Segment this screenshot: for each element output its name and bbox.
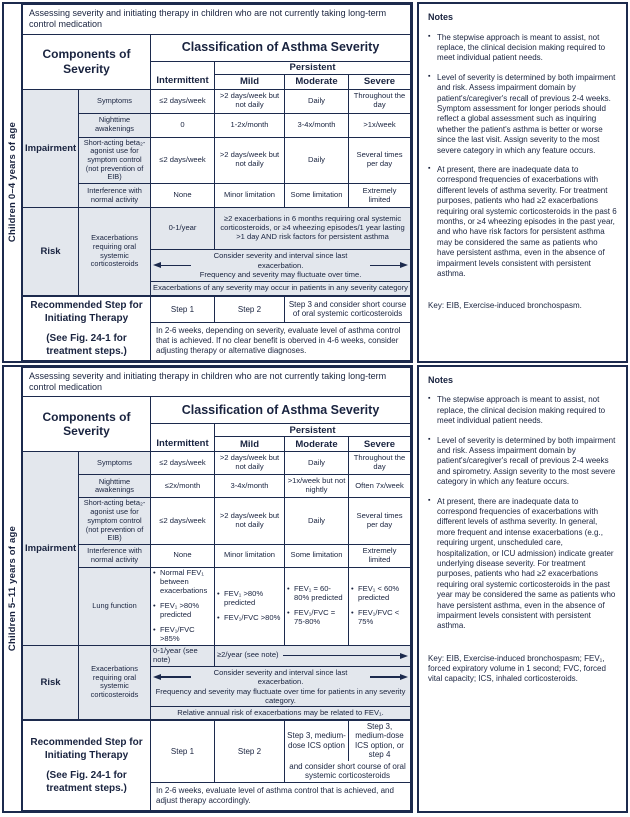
row-label-interference: Interference with normal activity: [79, 184, 151, 208]
abbreviation-key: Key: EIB, Exercise-induced bronchospasm.: [428, 301, 582, 311]
notes-title: Notes: [428, 374, 454, 385]
step-cell-consider-note: and consider short course of oral systemic corticosteroids: [285, 761, 411, 782]
row-label-symptoms: Symptoms: [79, 89, 151, 113]
severity-cell: Minor limitation: [215, 544, 285, 567]
severity-cell: Extremely limited: [349, 544, 411, 567]
row-label-nighttime-awakenings: Nighttime awakenings: [79, 475, 151, 498]
persistent-header: Persistent: [215, 424, 411, 437]
risk-arrow-subtext: Frequency and severity may fluctuate over time for patients in any severity category.: [155, 686, 406, 705]
row-label-saba-use: Short-acting beta₂-agonist use for symptom control (not prevention of EIB): [79, 137, 151, 184]
col-head-intermittent: Intermittent: [151, 61, 215, 89]
severity-cell: Several times per day: [349, 137, 411, 184]
step-cell-moderate-severe: Step 3 and consider short course of oral systemic corticosteroids: [285, 296, 411, 322]
row-label-exacerbations: Exacerbations requiring oral systemic corticosteroids: [79, 645, 151, 720]
lung-function-cell: • FEV₁ = 60-80% predicted • FEV₁/FVC = 75-80%: [285, 567, 349, 645]
severity-cell: Daily: [285, 137, 349, 184]
row-label-saba-use: Short-acting beta₂-agonist use for symptom control (not prevention of EIB): [79, 498, 151, 545]
recommended-step-label: Recommended Step for Initiating Therapy (See Fig. 24-1 for treatment steps.): [23, 720, 151, 810]
row-label-exacerbations: Exacerbations requiring oral systemic corticosteroids: [79, 208, 151, 296]
table-box-5-11: [2, 365, 413, 813]
severity-cell: 3-4x/month: [285, 113, 349, 137]
section-children-5-11: [2, 365, 628, 813]
right-arrow-icon: [283, 653, 408, 659]
severity-cell: >1x/week: [349, 113, 411, 137]
severity-cell: 0: [151, 113, 215, 137]
table-row: [23, 720, 411, 761]
therapy-followup-note: In 2-6 weeks, evaluate level of asthma control that is achieved, and adjust therapy accordingly.: [151, 782, 411, 810]
note-item: ▪ At present, there are inadequate data to correspond frequencies of exacerbations with different levels of asthma severity. In general, more frequent and intense exacerbations (e.g., requiring urgent, unscheduled care, hospitalization, or ICU admission) indicate greater underlying disease severity. For treatment purposes, patients who had ≥2 exacerbations requiring oral systemic corticosteroids in the past year may be considered the same as patients who have persistent asthma, even in the absence of impairment levels consistent with persistent asthma.: [428, 497, 617, 632]
row-label-lung-function: Lung function: [79, 567, 151, 645]
table-row: [23, 184, 411, 208]
risk-label: Risk: [23, 208, 79, 296]
risk-intermittent-cell: 0-1/year: [151, 208, 215, 250]
right-arrow-icon: [370, 674, 408, 680]
col-head-mild: Mild: [215, 74, 285, 89]
severity-cell: Throughout the day: [349, 89, 411, 113]
step-cell-severe: Step 3, medium-dose ICS option, or step 4: [349, 720, 411, 761]
row-label-nighttime-awakenings: Nighttime awakenings: [79, 113, 151, 137]
severity-cell: Several times per day: [349, 498, 411, 545]
severity-cell: >2 days/week but not daily: [215, 452, 285, 475]
risk-arrow-text: Consider severity and interval since last exacerbation. Frequency and severity may fluctuate over time.: [199, 251, 362, 280]
severity-cell: >2 days/week but not daily: [215, 498, 285, 545]
col-head-moderate: Moderate: [285, 437, 349, 452]
col-head-intermittent: Intermittent: [151, 424, 215, 452]
severity-cell: ≤2 days/week: [151, 89, 215, 113]
abbreviation-key: Key: EIB, Exercise-induced bronchospasm; FEV₁, forced expiratory volume in 1 second; FVC, forced vital capacity; ICS, inhaled corticosteroids.: [428, 653, 606, 684]
right-arrow-icon: [370, 262, 408, 268]
severity-cell: >2 days/week but not daily: [215, 89, 285, 113]
severity-cell: None: [151, 544, 215, 567]
notes-panel-0-4: [417, 2, 628, 363]
step-cell-intermittent: Step 1: [151, 296, 215, 322]
severity-cell: Extremely limited: [349, 184, 411, 208]
row-label-interference: Interference with normal activity: [79, 544, 151, 567]
col-head-severe: Severe: [349, 74, 411, 89]
col-head-mild: Mild: [215, 437, 285, 452]
severity-cell: ≤2 days/week: [151, 498, 215, 545]
age-label-5-11: Children 5–11 years of age: [7, 526, 18, 652]
banner-text: Assessing severity and initiating therapy in children who are not currently taking long-term control medication: [23, 5, 411, 35]
lung-function-cell: • FEV₁ >80% predicted • FEV₁/FVC >80%: [215, 567, 285, 645]
step-cell-mild: Step 2: [215, 720, 285, 782]
classification-header: Classification of Asthma Severity: [151, 397, 411, 424]
step-cell-moderate: Step 3, medium-dose ICS option: [285, 720, 349, 761]
table-row: [23, 137, 411, 184]
severity-cell: ≤2 days/week: [151, 452, 215, 475]
lung-function-cell: • FEV₁ < 60% predicted • FEV₁/FVC < 75%: [349, 567, 411, 645]
notes-panel-5-11: [417, 365, 628, 813]
severity-cell: Often 7x/week: [349, 475, 411, 498]
severity-cell: 1-2x/month: [215, 113, 285, 137]
therapy-followup-note: In 2-6 weeks, depending on severity, evaluate level of asthma control that is achieved. If no clear benefit is oberved in 4-6 weeks, consider adjusting therapy or alternative diagnoses.: [151, 322, 411, 360]
impairment-label: Impairment: [23, 452, 79, 645]
col-head-severe: Severe: [349, 437, 411, 452]
col-head-moderate: Moderate: [285, 74, 349, 89]
step-cell-mild: Step 2: [215, 296, 285, 322]
risk-persistent-cell: ≥2/year (see note): [215, 645, 411, 666]
components-of-severity-header: Components of Severity: [23, 397, 151, 452]
severity-cell: Some limitation: [285, 544, 349, 567]
table-row: [23, 645, 411, 666]
impairment-label: Impairment: [23, 89, 79, 208]
banner-text: Assessing severity and initiating therapy in children who are not currently taking long-term control medication: [23, 367, 411, 397]
table-row: [23, 296, 411, 322]
severity-cell: Daily: [285, 498, 349, 545]
notes-title: Notes: [428, 12, 454, 22]
table-row: [23, 475, 411, 498]
severity-table-5-11: [22, 367, 411, 811]
age-label-0-4: Children 0–4 years of age: [7, 122, 18, 243]
severity-cell: None: [151, 184, 215, 208]
severity-table-0-4: [22, 4, 411, 361]
left-arrow-icon: [153, 262, 191, 268]
severity-cell: Daily: [285, 452, 349, 475]
table-row: [23, 544, 411, 567]
table-row: [23, 208, 411, 250]
classification-header: Classification of Asthma Severity: [151, 34, 411, 61]
severity-cell: Minor limitation: [215, 184, 285, 208]
note-item: ▪ Level of severity is determined by both impairment and risk. Assess impairment domain by patient's/caregiver's recall of previous 2-4 weeks. Symptom assessment for longer periods should reflect a global assessment such as inquiring whether the patient's asthma is better or worse since the last visit. Assign severity to the most severe category in which any feature occurs.: [428, 73, 617, 156]
note-item: ▪ Level of severity is determined by both impairment and risk. Assess impairment domain by patient's/caregiver's recall of previous 2-4 weeks and spirometry. Assign severity to the most severe category in which any feature occurs.: [428, 436, 617, 488]
severity-cell: ≤2 days/week: [151, 137, 215, 184]
risk-footer-cell: Relative annual risk of exacerbations may be related to FEV₁.: [151, 707, 411, 720]
risk-intermittent-cell: 0-1/year (see note): [151, 645, 215, 666]
table-box-0-4: [2, 2, 413, 363]
table-row: [23, 567, 411, 645]
table-row: [23, 498, 411, 545]
severity-cell: 3-4x/month: [215, 475, 285, 498]
severity-cell: ≤2x/month: [151, 475, 215, 498]
table-row: [23, 113, 411, 137]
severity-cell: Throughout the day: [349, 452, 411, 475]
persistent-header: Persistent: [215, 61, 411, 74]
severity-cell: Some limitation: [285, 184, 349, 208]
lung-function-cell: • Normal FEV₁ between exacerbations • FEV₁ >80% predicted • FEV₁/FVC >85%: [151, 567, 215, 645]
note-item: ▪ At present, there are inadequate data to correspond frequencies of exacerbations with different levels of asthma severity. For treatment purposes, patients who had ≥2 exacerbations requiring oral systemic corticosteroids in the past 6 months, or ≥4 wheezing episodes in the past year, and who have risk factors for persistent asthma may be considered the same as patients who have persistent asthma, even in the absence of impairment levels consistent with persistent asthma.: [428, 165, 617, 279]
risk-label: Risk: [23, 645, 79, 720]
risk-arrow-text: Consider severity and interval since last exacerbation.: [213, 667, 348, 687]
components-of-severity-header: Components of Severity: [23, 34, 151, 89]
note-item: ▪ The stepwise approach is meant to assist, not replace, the clinical decision making required to meet individual patient needs.: [428, 395, 617, 426]
risk-persistent-cell: ≥2 exacerbations in 6 months requiring oral systemic corticosteroids, or ≥4 wheezing episodes/1 year lasting >1 day AND risk factors for persistent asthma: [215, 208, 411, 250]
risk-arrow-cell: [151, 250, 411, 281]
age-strip-0-4: [4, 4, 22, 361]
risk-footer-cell: Exacerbations of any severity may occur in patients in any severity category: [151, 281, 411, 296]
row-label-symptoms: Symptoms: [79, 452, 151, 475]
risk-arrow-cell: [151, 666, 411, 707]
severity-cell: >1x/week but not nightly: [285, 475, 349, 498]
recommended-step-label: Recommended Step for Initiating Therapy (See Fig. 24-1 for treatment steps.): [23, 296, 151, 360]
step-cell-intermittent: Step 1: [151, 720, 215, 782]
section-children-0-4: [2, 2, 628, 363]
left-arrow-icon: [153, 674, 191, 680]
note-item: ▪ The stepwise approach is meant to assist, not replace, the clinical decision making required to meet individual patient needs.: [428, 33, 617, 64]
table-row: [23, 452, 411, 475]
age-strip-5-11: [4, 367, 22, 811]
table-row: [23, 89, 411, 113]
severity-cell: >2 days/week but not daily: [215, 137, 285, 184]
severity-cell: Daily: [285, 89, 349, 113]
